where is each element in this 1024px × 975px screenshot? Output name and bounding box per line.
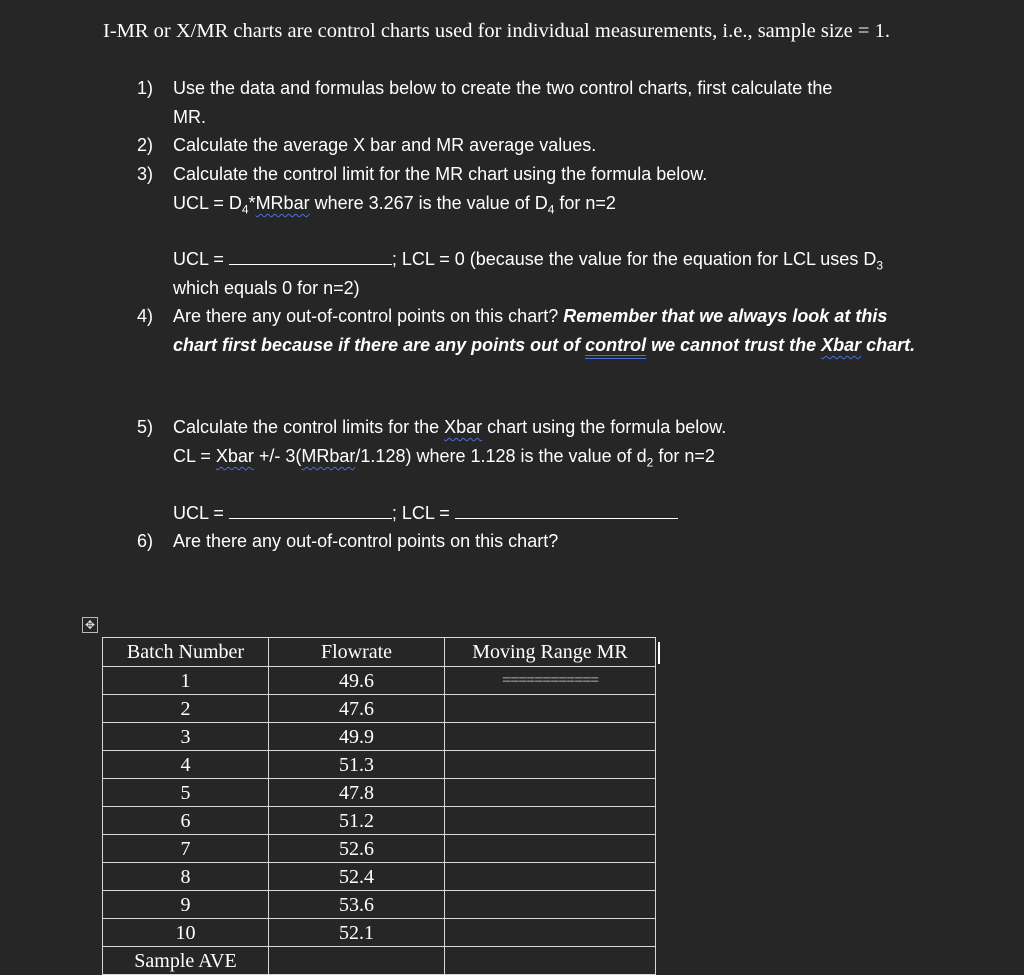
flowrate-cell[interactable]: 51.2	[269, 807, 445, 835]
emphasis-part: chart.	[861, 335, 916, 355]
item-term: Xbar	[444, 417, 483, 437]
formula-subscript: 4	[547, 202, 555, 217]
mr-cell[interactable]	[445, 891, 656, 919]
flowrate-cell[interactable]: 47.8	[269, 779, 445, 807]
mr-cell[interactable]	[445, 723, 656, 751]
list-number: 4)	[137, 306, 154, 326]
batch-cell[interactable]: 6	[103, 807, 269, 835]
formula-part: UCL = D	[173, 193, 242, 213]
flowrate-cell[interactable]: 52.4	[269, 863, 445, 891]
item-text: Use the data and formulas below to create the two control charts, first calculate the	[173, 78, 833, 98]
table-row	[103, 723, 656, 751]
item-text: Calculate the average X bar and MR average values.	[173, 135, 597, 155]
formula-term: Xbar	[215, 446, 254, 466]
list-item-4	[137, 302, 887, 331]
mr-cell[interactable]	[445, 779, 656, 807]
emphasis-part: we cannot trust the	[646, 335, 822, 355]
lcl-label: ; LCL =	[391, 503, 455, 523]
xbar-lcl-answer-blank[interactable]	[455, 500, 678, 519]
formula-subscript: 4	[241, 202, 249, 217]
data-table	[102, 637, 656, 975]
list-number: 3)	[137, 164, 154, 184]
formula-part: for n=2	[554, 193, 616, 213]
ucl-label: UCL =	[173, 249, 229, 269]
table-footer-row	[103, 947, 656, 975]
table-header-row	[103, 638, 656, 667]
formula-term: MRbar	[301, 446, 356, 466]
mr-ucl-line-end: which equals 0 for n=2)	[173, 278, 360, 298]
item-4-continuation	[173, 331, 915, 360]
batch-cell[interactable]: 1	[103, 667, 269, 695]
item-emphasis: Remember that we always look at this	[563, 306, 888, 326]
formula-part: /1.128) where 1.128 is the value of d	[355, 446, 647, 466]
flowrate-cell[interactable]: 47.6	[269, 695, 445, 723]
header-flowrate: Flowrate	[269, 638, 445, 667]
header-batch-number: Batch Number	[103, 638, 269, 667]
mr-cell[interactable]	[445, 835, 656, 863]
header-moving-range: Moving Range MR	[445, 638, 656, 667]
table-row	[103, 695, 656, 723]
batch-cell[interactable]: 10	[103, 919, 269, 947]
batch-cell[interactable]: 5	[103, 779, 269, 807]
emphasis-term: Xbar	[821, 335, 862, 355]
lcl-text: ; LCL = 0 (because the value for the equation for LCL uses D	[391, 249, 877, 269]
ucl-label: UCL =	[173, 503, 229, 523]
flowrate-cell[interactable]: 53.6	[269, 891, 445, 919]
table-row	[103, 919, 656, 947]
formula-part: where 3.267 is the value of D	[309, 193, 548, 213]
document-heading: I-MR or X/MR charts are control charts used for individual measurements, i.e., sample size = 1.	[103, 20, 890, 42]
table-row	[103, 779, 656, 807]
table-row	[103, 863, 656, 891]
batch-cell[interactable]: 4	[103, 751, 269, 779]
formula-part: *	[248, 193, 256, 213]
item-text: Calculate the control limit for the MR chart using the formula below.	[173, 164, 708, 184]
flowrate-cell[interactable]: 52.1	[269, 919, 445, 947]
formula-part: CL =	[173, 446, 216, 466]
formula-subscript: 2	[646, 455, 654, 470]
mr-cell[interactable]: ============	[445, 667, 656, 695]
batch-cell[interactable]: 2	[103, 695, 269, 723]
mr-formula	[173, 189, 616, 225]
formula-part: for n=2	[653, 446, 715, 466]
batch-cell[interactable]: 8	[103, 863, 269, 891]
ucl-answer-blank[interactable]	[229, 246, 392, 265]
item-text: Are there any out-of-control points on this chart?	[173, 531, 559, 551]
item-1-continuation: MR.	[173, 107, 206, 127]
batch-cell[interactable]: 9	[103, 891, 269, 919]
flowrate-average-cell[interactable]	[269, 947, 445, 975]
table-row	[103, 807, 656, 835]
flowrate-cell[interactable]: 49.9	[269, 723, 445, 751]
batch-cell[interactable]: 3	[103, 723, 269, 751]
table-move-handle-icon[interactable]: ✥	[82, 617, 98, 633]
item-text: chart using the formula below.	[482, 417, 727, 437]
table-row	[103, 835, 656, 863]
list-number: 6)	[137, 531, 154, 551]
list-number: 1)	[137, 78, 154, 98]
list-item-2	[137, 131, 596, 160]
flowrate-cell[interactable]: 49.6	[269, 667, 445, 695]
mr-cell[interactable]	[445, 919, 656, 947]
list-item-5	[137, 413, 726, 442]
item-text: Are there any out-of-control points on this chart?	[173, 306, 564, 326]
formula-part: +/- 3(	[253, 446, 302, 466]
mr-cell[interactable]	[445, 807, 656, 835]
emphasis-term: control	[585, 335, 647, 355]
sample-average-label: Sample AVE	[103, 947, 269, 975]
table-row	[103, 891, 656, 919]
emphasis-part: chart first because if there are any points out of	[173, 335, 586, 355]
xbar-formula	[173, 442, 715, 478]
flowrate-cell[interactable]: 51.3	[269, 751, 445, 779]
table-row	[103, 751, 656, 779]
text-cursor	[658, 642, 660, 664]
flowrate-cell[interactable]: 52.6	[269, 835, 445, 863]
lcl-subscript: 3	[876, 258, 884, 273]
xbar-ucl-answer-blank[interactable]	[229, 500, 392, 519]
list-number: 2)	[137, 135, 154, 155]
list-item-3	[137, 160, 707, 189]
list-number: 5)	[137, 417, 154, 437]
table-row	[103, 667, 656, 695]
formula-term: MRbar	[255, 193, 310, 213]
list-item-1	[137, 74, 832, 103]
item-text: Calculate the control limits for the	[173, 417, 445, 437]
xbar-limits-line	[173, 499, 678, 528]
mr-average-cell[interactable]	[445, 947, 656, 975]
list-item-6	[137, 527, 558, 556]
mr-cell[interactable]	[445, 751, 656, 779]
mr-cell[interactable]	[445, 863, 656, 891]
mr-cell[interactable]	[445, 695, 656, 723]
batch-cell[interactable]: 7	[103, 835, 269, 863]
